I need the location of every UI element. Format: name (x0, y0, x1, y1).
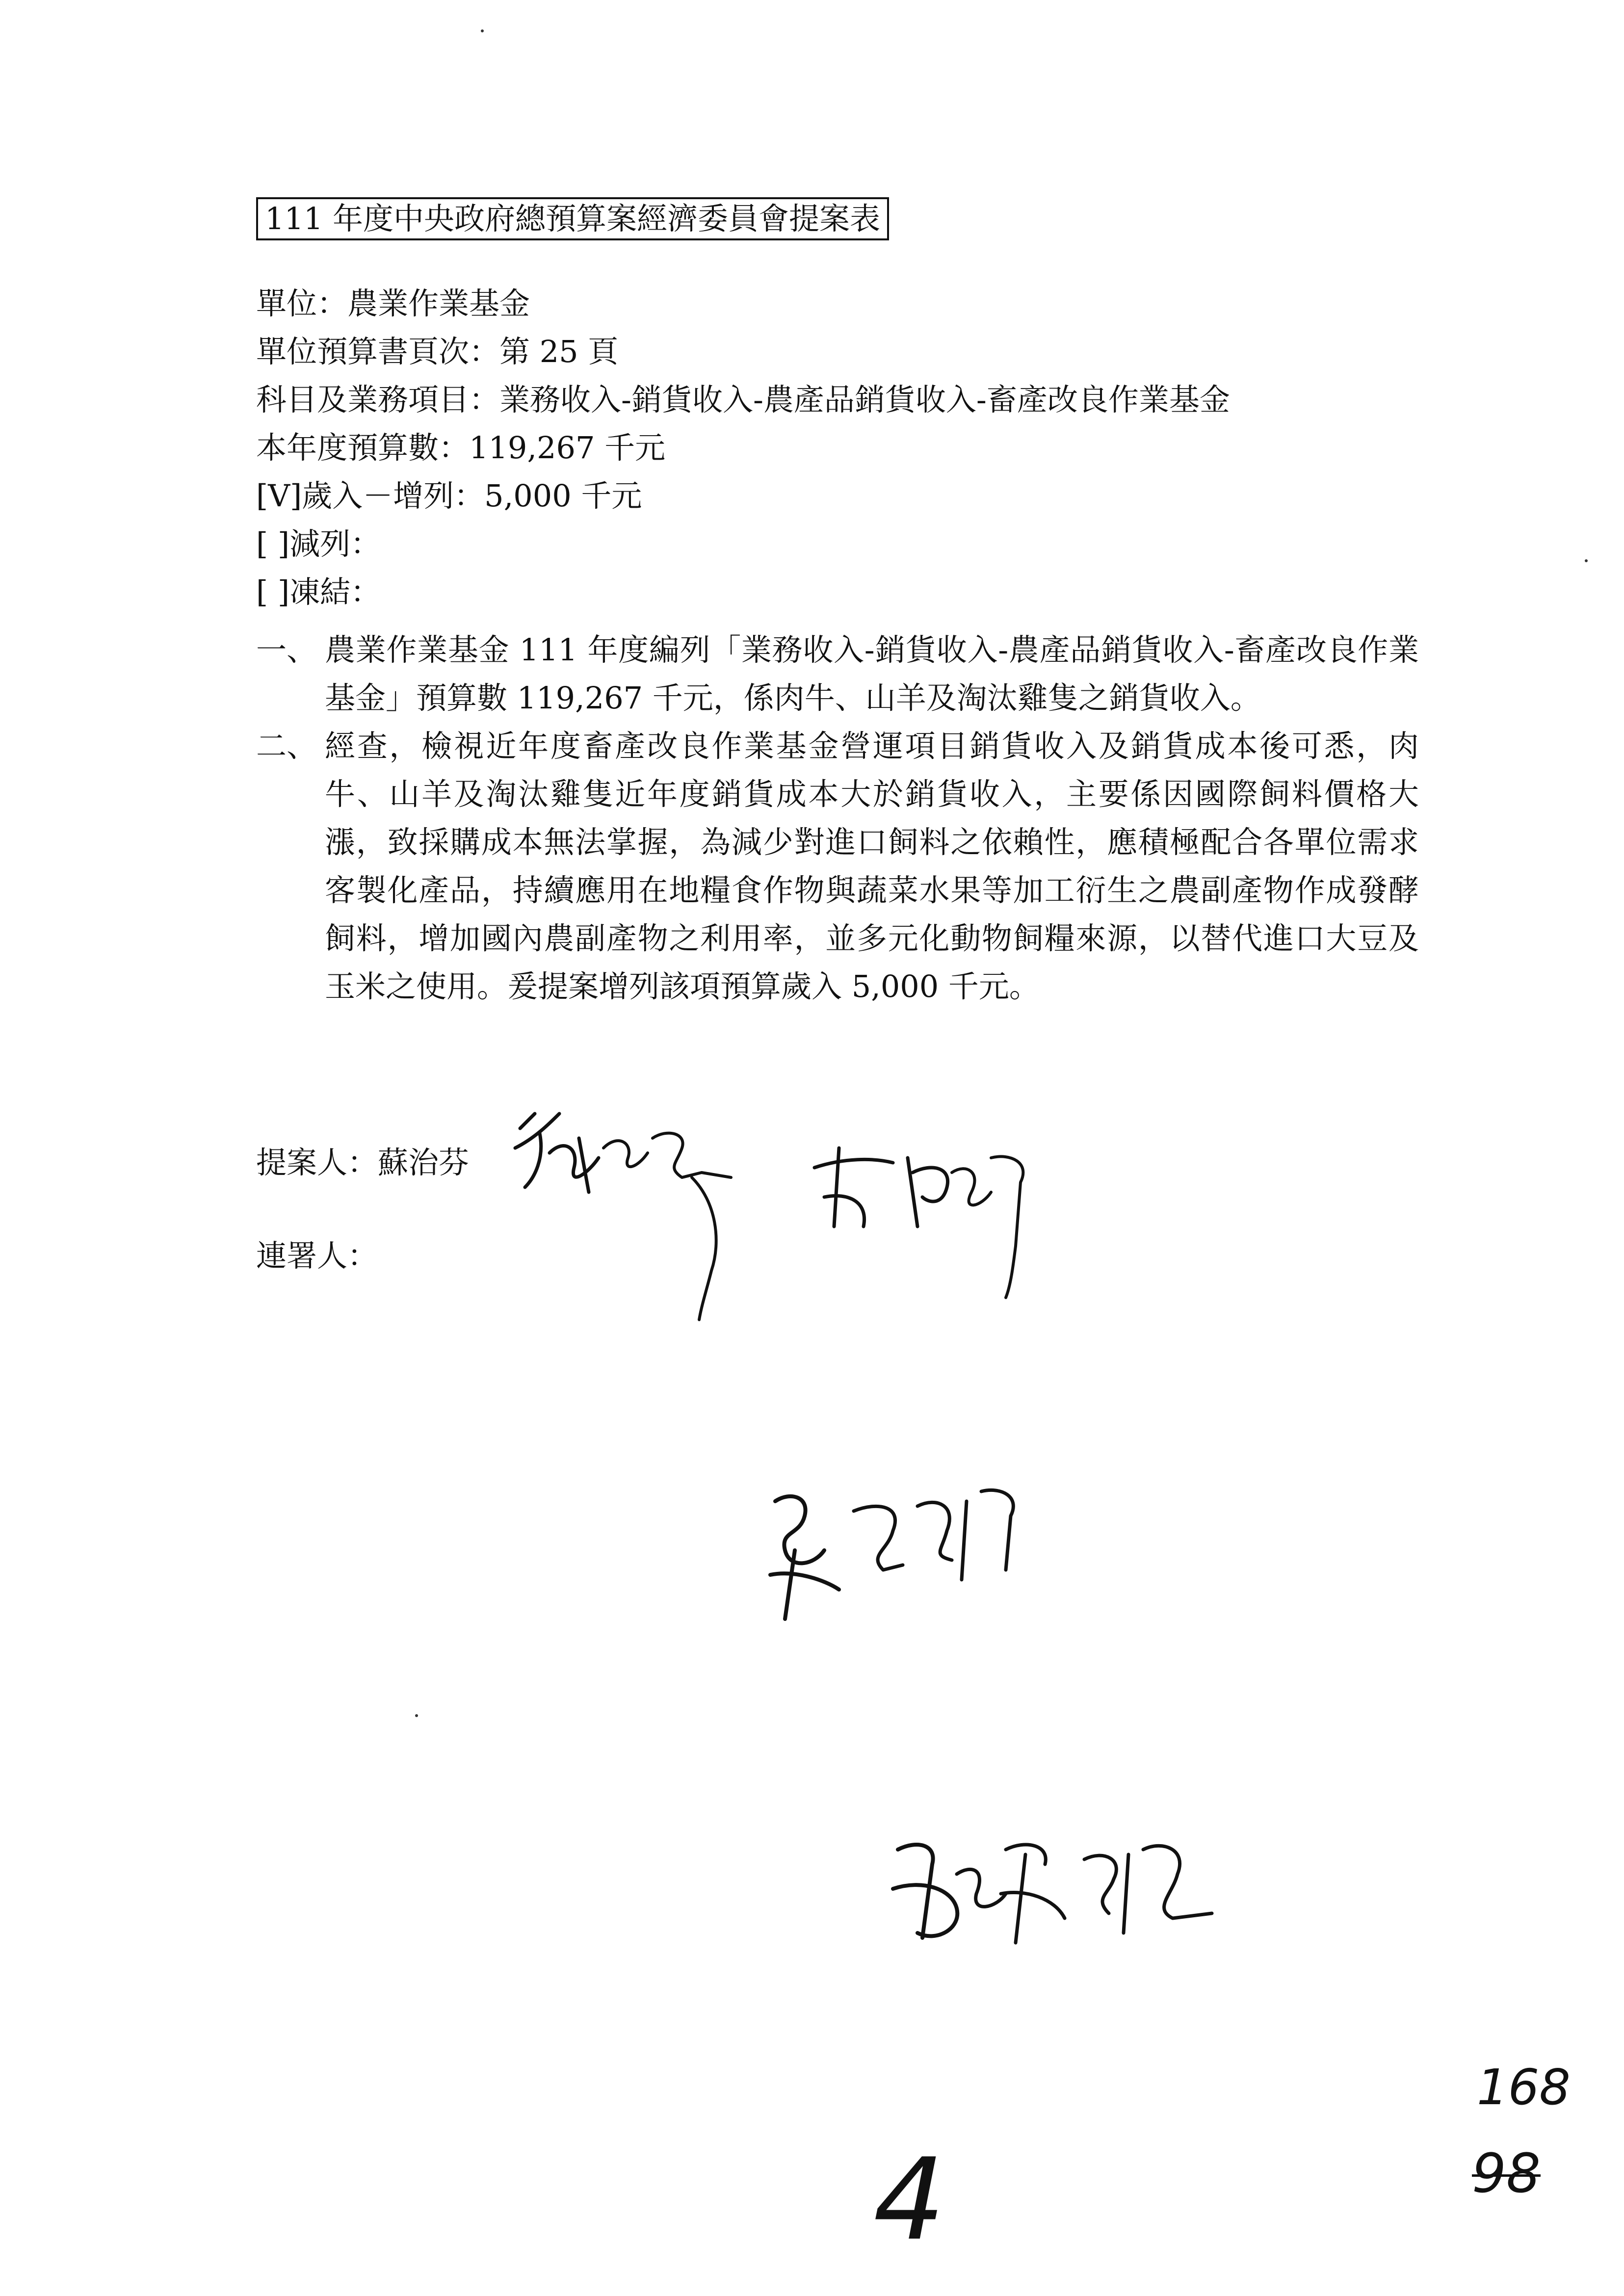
form-title: 111 年度中央政府總預算案經濟委員會提案表 (256, 197, 889, 240)
proposal-item (256, 722, 1419, 1011)
scan-speck (415, 1714, 418, 1717)
scan-speck (1585, 559, 1588, 562)
proposal-item (256, 626, 1419, 722)
form-metadata (256, 280, 1434, 616)
handwritten-struck-count: 98 (1472, 2142, 1541, 2205)
option-freeze-line: [ ]凍結： (256, 574, 381, 610)
item-text: 經查，檢視近年度畜產改良作業基金營運項目銷貨收入及銷貨成本後可悉，肉牛、山羊及淘汰雞隻近年度銷貨成本大於銷貨收入，主要係因國際飼料價格大漲，致採購成本無法掌握，為減少對進口飼料之依賴性，應積極配合各單位需求客製化產品，持續應用在地糧食作物與蔬菜水果等加工衍生之農副產物作成發酵飼料，增加國內農副產物之利用率，並多元化動物飼糧來源，以替代進口大豆及玉米之使用。爰提案增列該項預算歲入 5,000 千元。 (325, 728, 1419, 1004)
subject-line: 科目及業務項目：業務收入-銷貨收入-農產品銷貨收入-畜產改良作業基金 (256, 382, 1230, 417)
option-decrease-line: [ ]減列： (256, 526, 381, 562)
cosigner-signature-1 (805, 1128, 1040, 1305)
proposal-items (256, 626, 1419, 1011)
cosigner-signature-2 (756, 1472, 1030, 1629)
cosigner-label: 連署人： (256, 1238, 378, 1274)
proposer-signature (505, 1094, 760, 1330)
budget-page-line: 單位預算書頁次：第 25 頁 (256, 334, 619, 369)
cosigner-signature-3 (878, 1820, 1222, 1967)
handwritten-page-number: 4 (873, 2135, 945, 2266)
handwritten-page-count: 168 (1477, 2059, 1571, 2116)
scan-speck (481, 29, 484, 32)
unit-line: 單位：農業作業基金 (256, 286, 530, 321)
item-number: 二、 (256, 728, 317, 764)
proposer-label: 提案人：蘇治芬 (256, 1145, 470, 1180)
item-number: 一、 (256, 632, 317, 668)
budget-amount-line: 本年度預算數：119,267 千元 (256, 430, 666, 466)
option-increase-line: [V]歲入－增列：5,000 千元 (256, 478, 642, 514)
item-text: 農業作業基金 111 年度編列「業務收入-銷貨收入-農產品銷貨收入-畜產改良作業基金」預算數 119,267 千元，係肉牛、山羊及淘汰雞隻之銷貨收入。 (325, 632, 1419, 716)
